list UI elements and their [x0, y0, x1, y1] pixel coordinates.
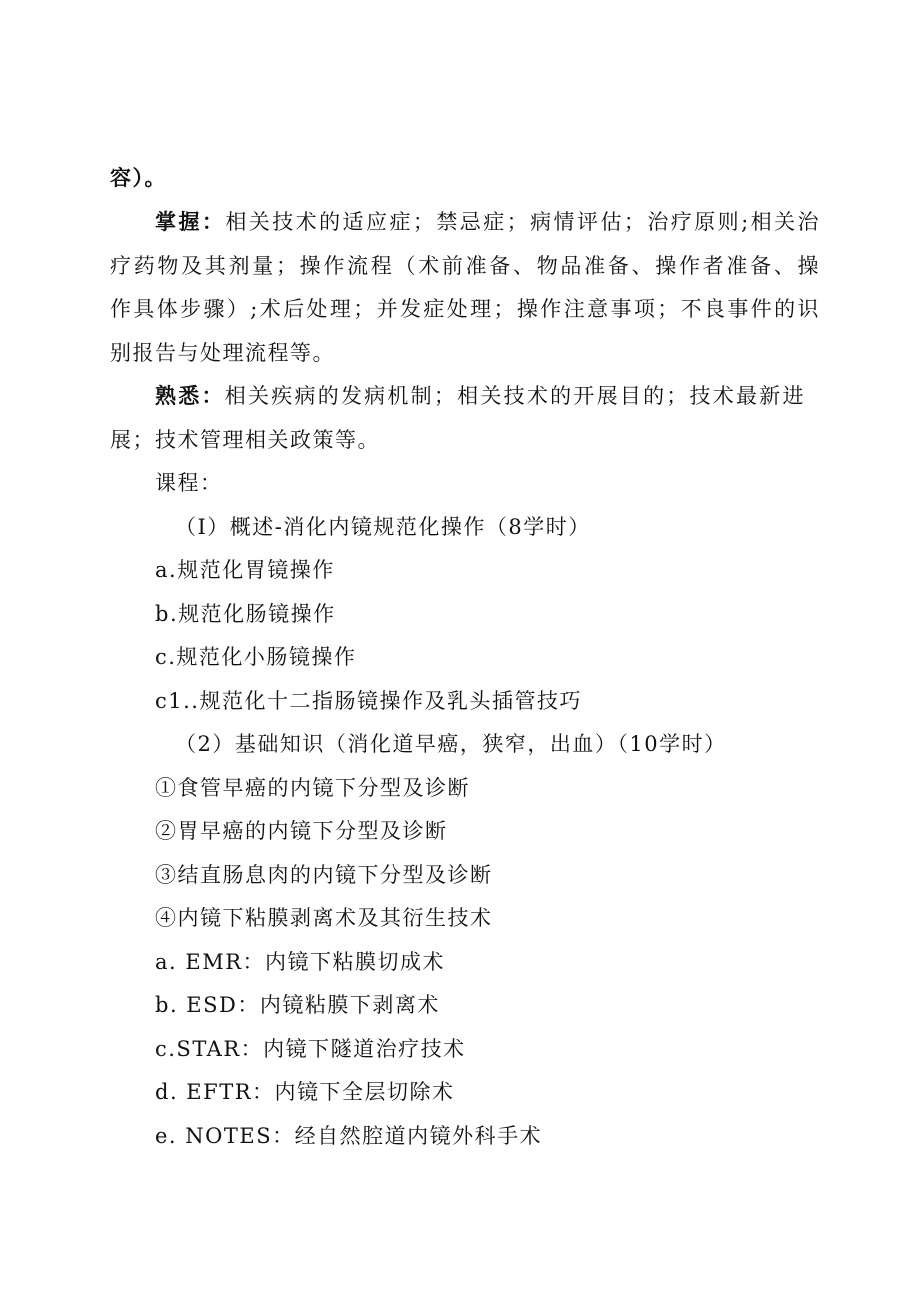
list-item: ④内镜下粘膜剥离术及其衍生技术: [155, 906, 493, 930]
list-item: ③结直肠息肉的内镜下分型及诊断: [155, 863, 493, 887]
list-item: c.规范化小肠镜操作: [155, 645, 357, 669]
list-item: b.规范化肠镜操作: [155, 602, 336, 626]
mastery-paragraph-line-3: 作具体步骤）;术后处理；并发症处理；操作注意事项；不良事件的识: [110, 297, 820, 321]
continuation-text: 容）。: [110, 165, 167, 190]
familiar-text: 相关疾病的发病机制；相关技术的开展目的；技术最新进: [224, 384, 806, 408]
section-heading-2: （2）基础知识（消化道早癌，狭窄，出血）（10学时）: [175, 732, 727, 756]
mastery-label: 掌握：: [155, 209, 226, 234]
mastery-text: 相关技术的适应症；禁忌症；病情评估；治疗原则;相关治: [225, 210, 821, 234]
list-item: a. EMR：内镜下粘膜切成术: [155, 950, 446, 974]
section-heading-1: （I）概述-消化内镜规范化操作（8学时）: [175, 515, 591, 539]
course-heading: 课程：: [155, 471, 223, 495]
list-item: a.规范化胃镜操作: [155, 558, 335, 582]
familiar-paragraph-line-1: [155, 382, 805, 410]
continuation-line: [110, 164, 820, 192]
list-item: ②胃早癌的内镜下分型及诊断: [155, 819, 448, 843]
mastery-paragraph-line-2: 疗药物及其剂量；操作流程（术前准备、物品准备、操作者准备、操: [110, 254, 820, 278]
list-item: e. NOTES：经自然腔道内镜外科手术: [155, 1124, 543, 1148]
list-item: d. EFTR：内镜下全层切除术: [155, 1080, 455, 1104]
list-item: c.STAR：内镜下隧道治疗技术: [155, 1037, 466, 1061]
mastery-paragraph-line-4: 别报告与处理流程等。: [110, 341, 335, 365]
list-item: c1..规范化十二指肠镜操作及乳头插管技巧: [155, 689, 582, 713]
familiar-label: 熟悉：: [155, 383, 225, 408]
list-item: b. ESD：内镜粘膜下剥离术: [155, 993, 440, 1017]
mastery-paragraph-line-1: [155, 208, 820, 236]
familiar-paragraph-line-2: 展；技术管理相关政策等。: [110, 428, 380, 452]
list-item: ①食管早癌的内镜下分型及诊断: [155, 776, 470, 800]
